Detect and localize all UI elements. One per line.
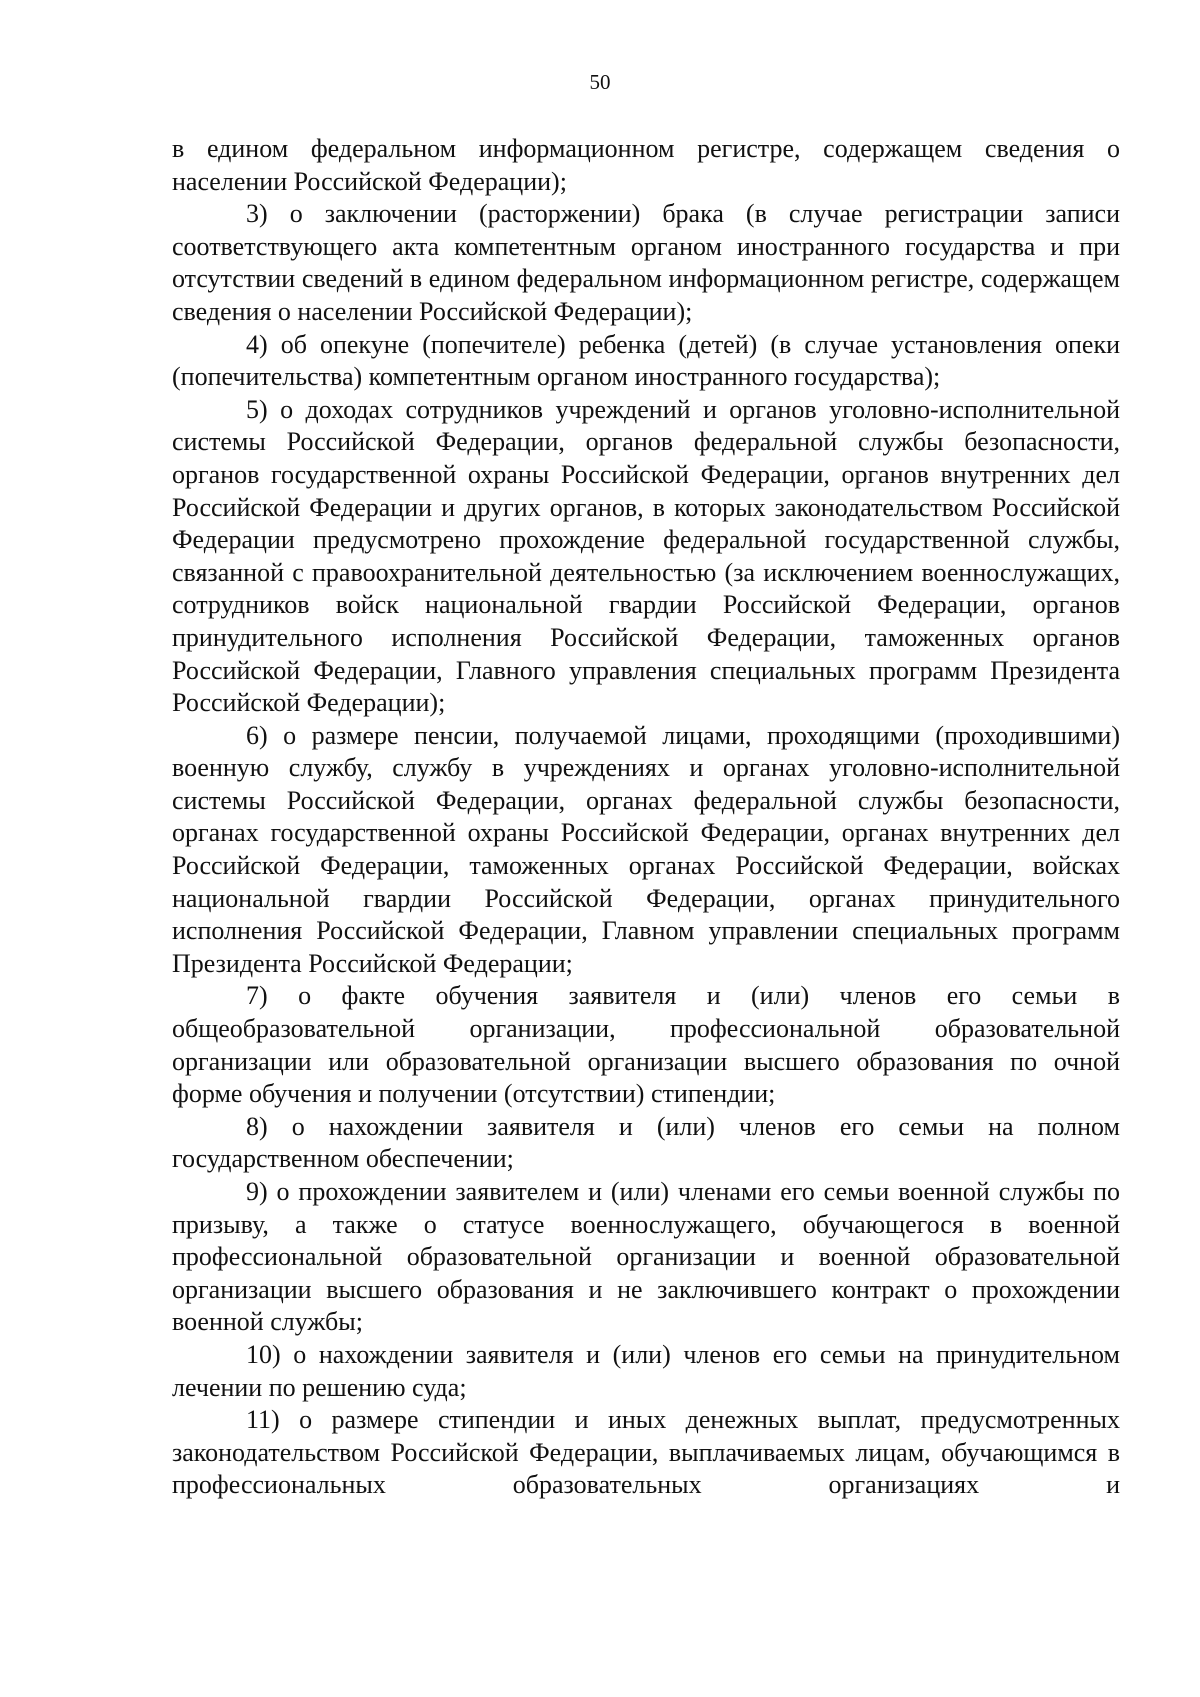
paragraph-item-6: 6) о размере пенсии, получаемой лицами, проходящими (проходившими) военную службу, службу в учреждениях и органах уголовно-исполнительной системы Российской Федерации, органах федеральной службы безопасности, органах государственной охраны Российской Федерации, органах внутренних дел Российской Федерации, таможенных органах Российской Федерации, войсках национальной гвардии Российской Федерации, органах принудительного исполнения Российской Федерации, Главном управлении специальных программ Президента Российской Федерации; — [172, 720, 1120, 978]
paragraph-item-5: 5) о доходах сотрудников учреждений и органов уголовно-исполнительной системы Российской Федерации, органов федеральной службы безопасности, органов государственной охраны Российской Федерации, органов внутренних дел Российской Федерации и других органов, в которых законодательством Российской Федерации предусмотрено прохождение федеральной государственной службы, связанной с правоохранительной деятельностью (за исключением военнослужащих, сотрудников войск национальной гвардии Российской Федерации, органов принудительного исполнения Российской Федерации, таможенных органов Российской Федерации, Главного управления специальных программ Президента Российской Федерации); — [172, 394, 1120, 718]
paragraph-item-7: 7) о факте обучения заявителя и (или) членов его семьи в общеобразовательной организации, профессиональной образовательной организации или образовательной организации высшего образования по очной форме обучения и получении (отсутствии) стипендии; — [172, 981, 1120, 1109]
paragraph-continuation: в едином федеральном информационном регистре, содержащем сведения о населении Российской Федерации); — [172, 134, 1120, 196]
paragraph-item-4: 4) об опекуне (попечителе) ребенка (детей) (в случае установления опеки (попечительства) компетентным органом иностранного государства); — [172, 329, 1120, 392]
page-number: 50 — [589, 70, 611, 94]
paragraph-item-10: 10) о нахождении заявителя и (или) членов его семьи на принудительном лечении по решению суда; — [172, 1339, 1120, 1402]
document-body — [172, 133, 1120, 1502]
paragraph-item-8: 8) о нахождении заявителя и (или) членов его семьи на полном государственном обеспечении; — [172, 1111, 1120, 1174]
paragraph-item-11: 11) о размере стипендии и иных денежных выплат, предусмотренных законодательством Российской Федерации, выплачиваемых лицам, обучающимся в профессиональных образовательных организациях и — [172, 1405, 1120, 1500]
paragraph-item-9: 9) о прохождении заявителем и (или) членами его семьи военной службы по призыву, а также о статусе военнослужащего, обучающегося в военной профессиональной образовательной организации и военной образовательной организации высшего образования и не заключившего контракт о прохождении военной службы; — [172, 1177, 1120, 1337]
paragraph-item-3: 3) о заключении (расторжении) брака (в случае регистрации записи соответствующего акта компетентным органом иностранного государства и при отсутствии сведений в едином федеральном информационном регистре, содержащем сведения о населении Российской Федерации); — [172, 199, 1120, 326]
